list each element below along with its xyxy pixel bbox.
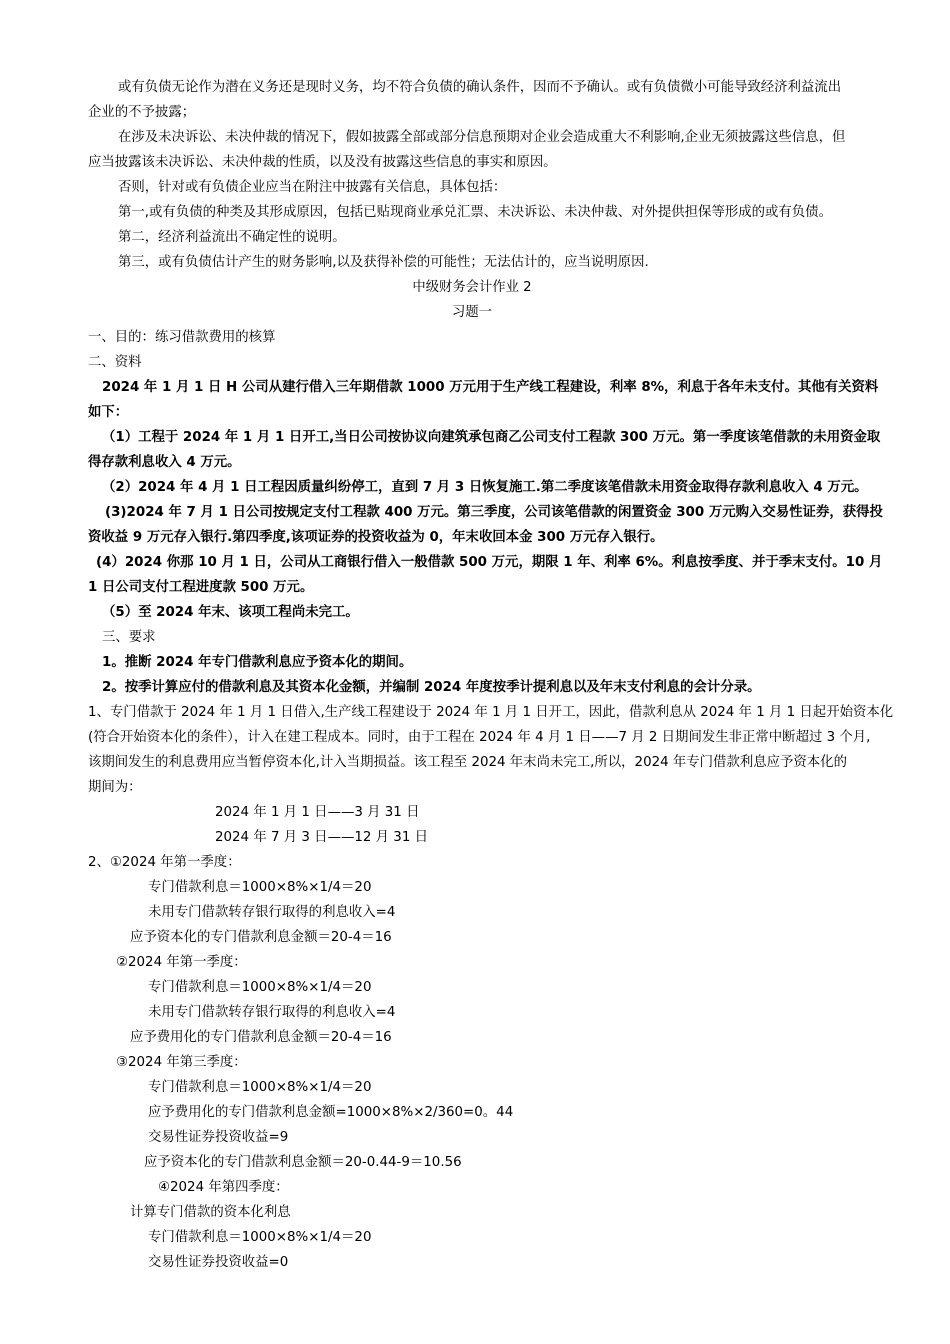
material-item4-line1: (4）2024 你那 10 月 1 日，公司从工商银行借入一般借款 500 万元，期限 1 年、利率 6%。利息按季度、并于季末支付。10 月: [96, 555, 883, 570]
quarter2-expensed: 应予费用化的专门借款利息金额＝20-4＝16: [130, 1030, 392, 1045]
intro-p1-line2: 企业的不予披露；: [88, 105, 196, 120]
intro-p3: 否则，针对或有负债企业应当在附注中披露有关信息，具体包括：: [118, 180, 507, 195]
material-item4-line2: 1 日公司支付工程进度款 500 万元。: [88, 580, 314, 595]
quarter1-capitalized: 应予资本化的专门借款利息金额＝20-4＝16: [130, 930, 392, 945]
quarter1-deposit-income: 未用专门借款转存银行取得的利息收入=4: [148, 905, 396, 920]
answer1-line2: (符合开始资本化的条件），计入在建工程成本。同时，由于工程在 2024 年 4 月 1 日——7 月 2 日期间发生非正常中断超过 3 个月,: [88, 730, 871, 745]
material-item2: （2）2024 年 4 月 1 日工程因质量纠纷停工，直到 7 月 3 日恢复施工.第二季度该笔借款未用资金取得存款利息收入 4 万元。: [102, 480, 868, 495]
material-intro-line2: 如下：: [88, 405, 129, 420]
answer1-line1: 1、专门借款于 2024 年 1 月 1 日借入,生产线工程建设于 2024 年 1 月 1 日开工，因此，借款利息从 2024 年 1 月 1 日起开始资本化: [88, 705, 894, 720]
answer1-line4: 期间为：: [88, 780, 142, 795]
answer1-line3: 该期间发生的利息费用应当暂停资本化,计入当期损益。该工程至 2024 年末尚未完工,所以，2024 年专门借款利息应予资本化的: [88, 755, 847, 770]
intro-p2-line1: 在涉及未决诉讼、未决仲裁的情况下，假如披露全部或部分信息预期对企业会造成重大不利影响,企业无须披露这些信息，但: [118, 130, 846, 145]
quarter1-heading: 2、①2024 年第一季度：: [88, 855, 241, 870]
quarter3-heading: ③2024 年第三季度：: [116, 1055, 247, 1070]
material-item3-line2: 资收益 9 万元存入银行.第四季度,该项证券的投资收益为 0，年末收回本金 300 万元存入银行。: [88, 530, 664, 545]
quarter3-investment-income: 交易性证券投资收益=9: [148, 1130, 289, 1145]
capitalization-period-2: 2024 年 7 月 3 日——12 月 31 日: [215, 830, 428, 845]
section-purpose: 一、目的：练习借款费用的核算: [88, 330, 276, 345]
quarter4-interest: 专门借款利息＝1000×8%×1/4＝20: [148, 1230, 372, 1245]
quarter3-expensed: 应予费用化的专门借款利息金额=1000×8%×2/360=0。44: [148, 1105, 514, 1120]
quarter3-capitalized: 应予资本化的专门借款利息金额＝20-0.44-9＝10.56: [144, 1155, 462, 1170]
quarter4-investment-income: 交易性证券投资收益=0: [148, 1255, 289, 1270]
intro-p5: 第二，经济利益流出不确定性的说明。: [118, 230, 346, 245]
intro-p1-line1: 或有负债无论作为潜在义务还是现时义务，均不符合负债的确认条件，因而不予确认。或有负债微小可能导致经济利益流出: [118, 80, 842, 95]
document-subtitle: 习题一: [452, 305, 492, 320]
quarter3-interest: 专门借款利息＝1000×8%×1/4＝20: [148, 1080, 372, 1095]
material-item1-line1: （1）工程于 2024 年 1 月 1 日开工,当日公司按协议向建筑承包商乙公司支付工程款 300 万元。第一季度该笔借款的未用资金取: [102, 430, 881, 445]
intro-p2-line2: 应当披露该未决诉讼、未决仲裁的性质，以及没有披露这些信息的事实和原因。: [88, 155, 557, 170]
section-material: 二、资料: [88, 355, 142, 370]
quarter2-interest: 专门借款利息＝1000×8%×1/4＝20: [148, 980, 372, 995]
section-requirements: 三、要求: [102, 630, 156, 645]
requirement-1: 1。推断 2024 年专门借款利息应予资本化的期间。: [102, 655, 413, 670]
quarter2-heading: ②2024 年第一季度：: [116, 955, 247, 970]
capitalization-period-1: 2024 年 1 月 1 日——3 月 31 日: [215, 805, 420, 820]
quarter1-interest: 专门借款利息＝1000×8%×1/4＝20: [148, 880, 372, 895]
quarter2-deposit-income: 未用专门借款转存银行取得的利息收入=4: [148, 1005, 396, 1020]
intro-p4: 第一,或有负债的种类及其形成原因，包括已贴现商业承兑汇票、未决诉讼、未决仲裁、对外提供担保等形成的或有负债。: [118, 205, 832, 220]
material-item5: （5）至 2024 年末、该项工程尚未完工。: [102, 605, 359, 620]
material-item1-line2: 得存款利息收入 4 万元。: [88, 455, 241, 470]
document-title: 中级财务会计作业 2: [412, 280, 532, 295]
material-item3-line1: (3)2024 年 7 月 1 日公司按规定支付工程款 400 万元。第三季度，公司该笔借款的闲置资金 300 万元购入交易性证券，获得投: [105, 505, 883, 520]
intro-p6: 第三，或有负债估计产生的财务影响,以及获得补偿的可能性；无法估计的，应当说明原因.: [118, 255, 649, 270]
material-intro-line1: 2024 年 1 月 1 日 H 公司从建行借入三年期借款 1000 万元用于生产线工程建设，利率 8%，利息于各年未支付。其他有关资料: [102, 380, 879, 395]
quarter4-heading: ④2024 年第四季度：: [158, 1180, 289, 1195]
quarter4-subheading: 计算专门借款的资本化利息: [130, 1205, 291, 1220]
requirement-2: 2。按季计算应付的借款利息及其资本化金额，并编制 2024 年度按季计提利息以及年末支付利息的会计分录。: [102, 680, 761, 695]
